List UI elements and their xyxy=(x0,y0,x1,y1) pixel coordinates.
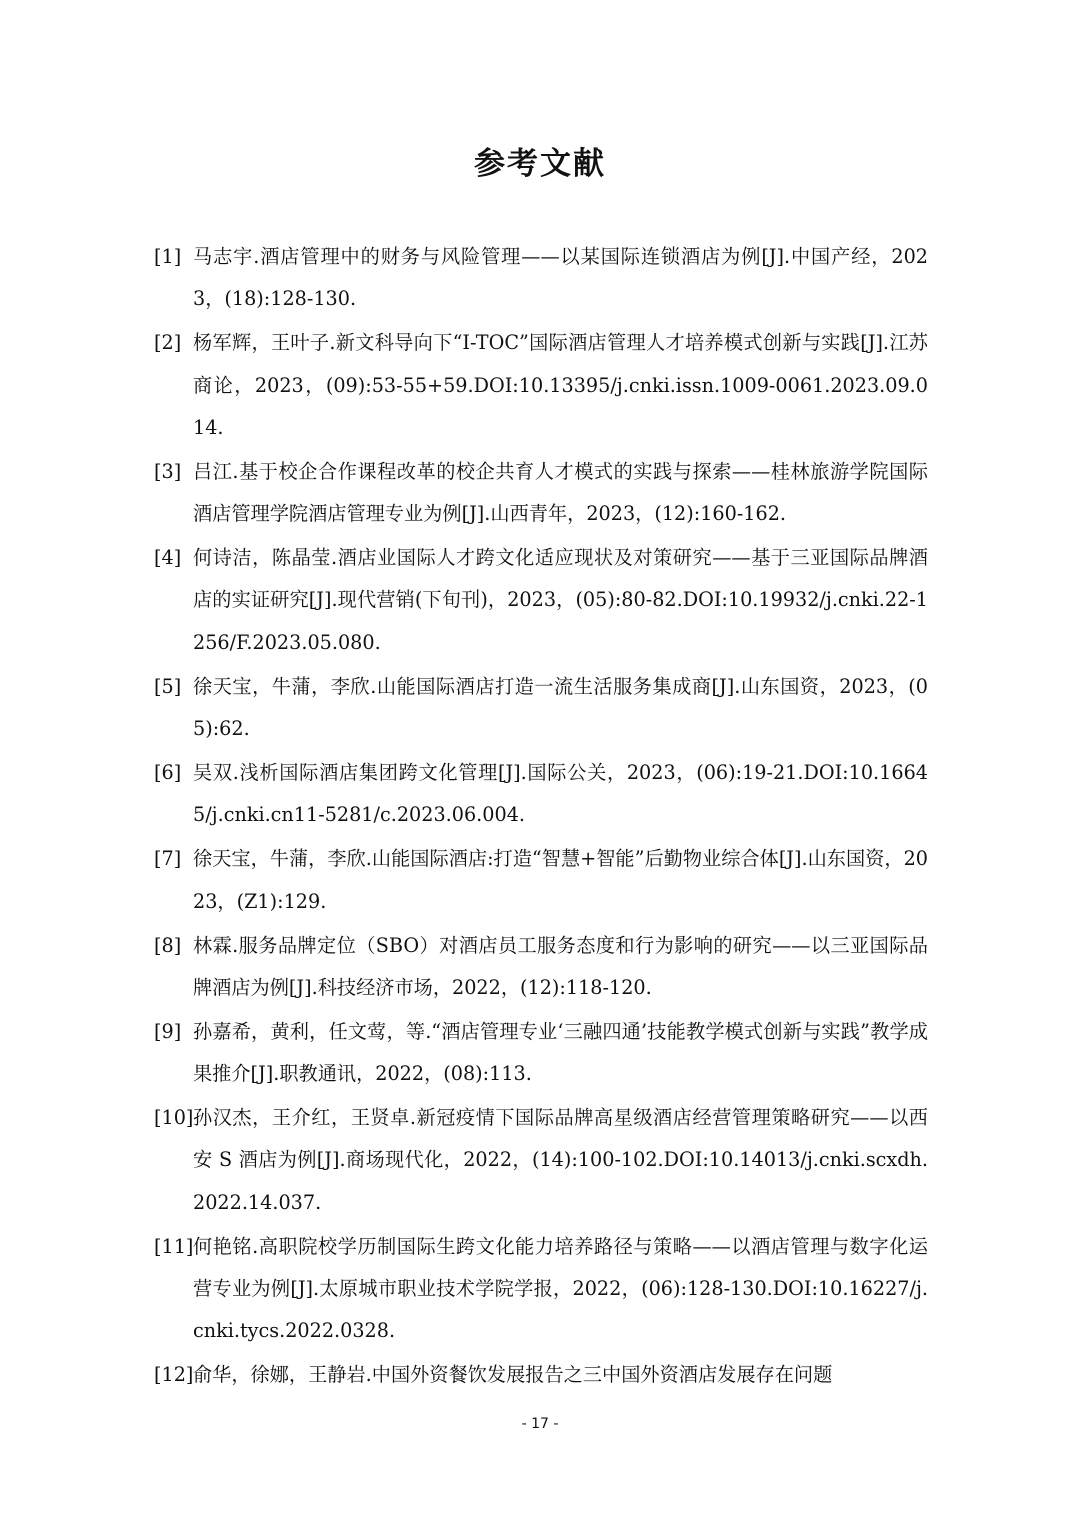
reference-number: [12] xyxy=(154,1363,194,1387)
reference-item xyxy=(154,1226,928,1353)
reference-item xyxy=(154,1097,928,1224)
reference-item xyxy=(154,537,928,664)
reference-number: [3] xyxy=(154,459,182,483)
page-title: 参考文献 xyxy=(474,146,606,182)
reference-text: 孙嘉希，黄利，任文莺，等.“酒店管理专业‘三融四通’技能教学模式创新与实践”教学成果推介[J].职教通讯，2022，(08):113. xyxy=(193,1019,928,1086)
reference-text: 孙汉杰，王介红，王贤卓.新冠疫情下国际品牌高星级酒店经营管理策略研究——以西安 S 酒店为例[J].商场现代化，2022，(14):100-102.DOI:10.14013/j.cnki.scxdh.2022.14.037. xyxy=(193,1106,928,1214)
reference-number: [10] xyxy=(154,1106,194,1130)
reference-item xyxy=(154,752,928,837)
reference-text: 杨军辉，王叶子.新文科导向下“I-TOC”国际酒店管理人才培养模式创新与实践[J].江苏商论，2023，(09):53-55+59.DOI:10.13395/j.cnki.issn.1009-0061.2023.09.014. xyxy=(193,331,928,439)
reference-text: 俞华，徐娜，王静岩.中国外资餐饮发展报告之三中国外资酒店发展存在问题 xyxy=(193,1363,833,1387)
reference-item xyxy=(154,925,928,1010)
reference-text: 吴双.浅析国际酒店集团跨文化管理[J].国际公关，2023，(06):19-21.DOI:10.16645/j.cnki.cn11-5281/c.2023.06.004. xyxy=(193,761,928,827)
reference-text: 何诗洁，陈晶莹.酒店业国际人才跨文化适应现状及对策研究——基于三亚国际品牌酒店的实证研究[J].现代营销(下旬刊)，2023，(05):80-82.DOI:10.19932/j.cnki.22-1256/F.2023.05.080. xyxy=(193,546,928,654)
reference-text: 徐天宝，牛蒲，李欣.山能国际酒店打造一流生活服务集成商[J].山东国资，2023，(05):62. xyxy=(193,674,928,741)
reference-item xyxy=(154,1354,928,1396)
reference-text: 吕江.基于校企合作课程改革的校企共育人才模式的实践与探索——桂林旅游学院国际酒店管理学院酒店管理专业为例[J].山西青年，2023，(12):160-162. xyxy=(193,459,928,526)
reference-item xyxy=(154,1011,928,1096)
reference-number: [11] xyxy=(154,1234,194,1258)
reference-number: [7] xyxy=(154,847,182,871)
reference-text: 徐天宝，牛蒲，李欣.山能国际酒店:打造“智慧+智能”后勤物业综合体[J].山东国资，2023，(Z1):129. xyxy=(193,847,928,913)
reference-item xyxy=(154,322,928,449)
reference-number: [6] xyxy=(154,761,182,784)
reference-item xyxy=(154,451,928,536)
reference-item xyxy=(154,666,928,751)
reference-list xyxy=(154,236,928,1398)
reference-text: 何艳铭.高职院校学历制国际生跨文化能力培养路径与策略——以酒店管理与数字化运营专业为例[J].太原城市职业技术学院学报，2022，(06):128-130.DOI:10.16227/j.cnki.tycs.2022.0328. xyxy=(193,1234,928,1343)
reference-number: [5] xyxy=(154,674,182,698)
page-number: - 17 - xyxy=(521,1416,559,1432)
reference-text: 林霖.服务品牌定位（SBO）对酒店员工服务态度和行为影响的研究——以三亚国际品牌酒店为例[J].科技经济市场，2022，(12):118-120. xyxy=(193,933,928,999)
reference-number: [4] xyxy=(154,546,182,570)
reference-number: [9] xyxy=(154,1019,182,1043)
reference-item xyxy=(154,838,928,923)
reference-number: [2] xyxy=(154,331,182,355)
reference-number: [8] xyxy=(154,933,182,957)
reference-text: 马志宇.酒店管理中的财务与风险管理——以某国际连锁酒店为例[J].中国产经，2023，(18):128-130. xyxy=(193,245,928,311)
reference-item xyxy=(154,236,928,321)
reference-number: [1] xyxy=(154,245,182,268)
